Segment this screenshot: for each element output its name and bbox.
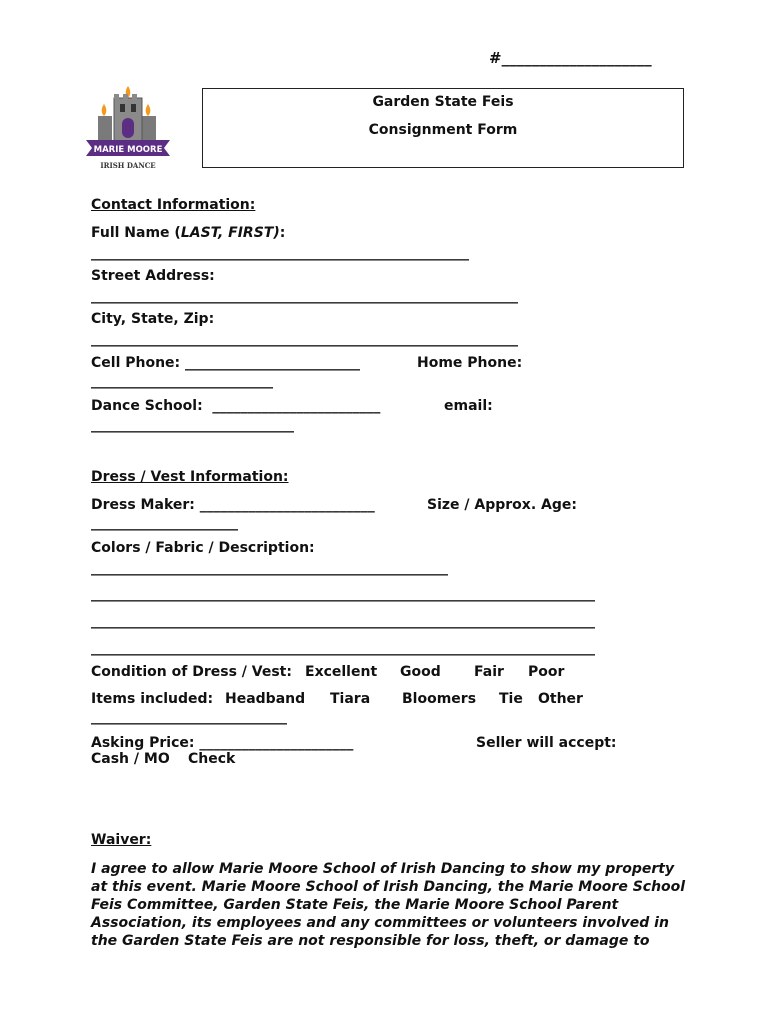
condition-option-excellent[interactable]: Excellent — [305, 664, 378, 680]
city-label: City, State, Zip: — [91, 311, 215, 327]
item-option-headband[interactable]: Headband — [225, 691, 306, 707]
colors-field-line4[interactable]: ________________________________________________________________________ — [91, 640, 595, 656]
contact-heading: Contact Information: — [91, 197, 256, 213]
castle-tower-left — [98, 116, 112, 142]
form-title-line1: Garden State Feis — [372, 94, 514, 110]
form-title-line2: Consignment Form — [368, 122, 518, 138]
items-other-field[interactable]: ____________________________ — [91, 709, 287, 725]
flame-left-icon — [102, 104, 107, 116]
items-label: Items included: — [91, 691, 214, 707]
city-field[interactable]: _____________________________________________________________ — [91, 331, 518, 347]
payment-option-check[interactable]: Check — [188, 751, 236, 767]
payment-option-cash[interactable]: Cash / MO — [91, 751, 170, 767]
colors-field-line2[interactable]: ________________________________________________________________________ — [91, 586, 595, 602]
item-option-bloomers[interactable]: Bloomers — [402, 691, 477, 707]
home-phone-field[interactable]: __________________________ — [91, 373, 273, 389]
full-name-label: Full Name (LAST, FIRST): — [91, 225, 286, 241]
castle-door — [122, 118, 134, 138]
seller-accept-label: Seller will accept: — [476, 735, 617, 751]
logo-text-dance: IRISH DANCE — [100, 161, 156, 170]
marie-moore-logo — [84, 82, 176, 174]
item-option-tiara[interactable]: Tiara — [330, 691, 371, 707]
size-label: Size / Approx. Age: — [427, 497, 577, 513]
cell-phone-field[interactable]: Cell Phone: _________________________ — [91, 355, 361, 371]
form-number-field[interactable]: #____________________ — [489, 49, 652, 67]
condition-label: Condition of Dress / Vest: — [91, 664, 292, 680]
item-option-other[interactable]: Other — [538, 691, 583, 707]
title-box — [202, 88, 684, 168]
condition-option-good[interactable]: Good — [400, 664, 441, 680]
street-field[interactable]: _____________________________________________________________ — [91, 288, 518, 304]
condition-option-fair[interactable]: Fair — [474, 664, 504, 680]
dress-heading: Dress / Vest Information: — [91, 469, 289, 485]
dance-school-field[interactable]: Dance School: ________________________ — [91, 398, 381, 414]
flame-right-icon — [146, 104, 151, 116]
email-field[interactable]: _____________________________ — [91, 417, 294, 433]
street-label: Street Address: — [91, 268, 215, 284]
item-option-tie[interactable]: Tie — [499, 691, 523, 707]
logo-text-name: MARIE MOORE — [93, 145, 163, 155]
home-phone-label: Home Phone: — [417, 355, 523, 371]
full-name-field[interactable]: ______________________________________________________ — [91, 245, 469, 261]
waiver-heading: Waiver: — [91, 832, 152, 848]
size-field[interactable]: _____________________ — [91, 515, 238, 531]
dress-maker-field[interactable]: Dress Maker: _________________________ — [91, 497, 375, 513]
colors-field-line1[interactable]: ___________________________________________________ — [91, 560, 448, 576]
waiver-text: I agree to allow Marie Moore School of Irish Dancing to show my property at this event. Marie Moore School of Irish Dancing, the Marie Moore School Feis Committee, Garden State Feis, the Marie Moore School Parent Association, its employees and any committees or volunteers involved in the Garden State Feis are not responsible for loss, theft, or damage to — [91, 861, 686, 949]
colors-label: Colors / Fabric / Description: — [91, 540, 315, 556]
condition-option-poor[interactable]: Poor — [528, 664, 565, 680]
email-label: email: — [444, 398, 493, 414]
asking-price-field[interactable]: Asking Price: ______________________ — [91, 735, 354, 751]
colors-field-line3[interactable]: ________________________________________________________________________ — [91, 613, 595, 629]
castle-tower-right — [142, 116, 156, 142]
